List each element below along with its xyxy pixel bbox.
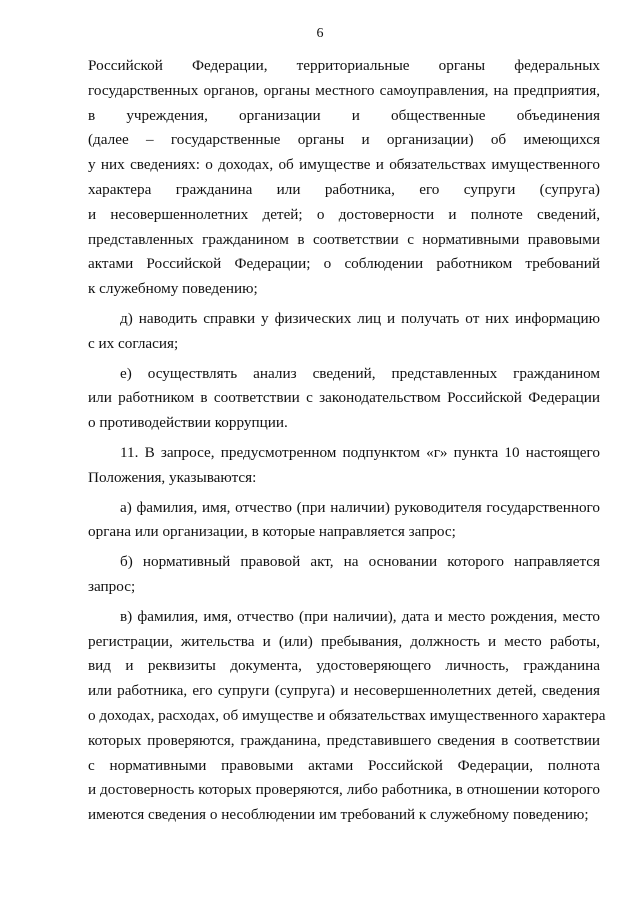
- document-body: [88, 54, 606, 833]
- text-line: актами Российской Федерации; о соблюдении работником требований: [88, 255, 600, 273]
- text-line: вид и реквизиты документа, удостоверяющего личность, гражданина: [88, 657, 600, 675]
- paragraph: [88, 362, 600, 436]
- paragraph: [88, 441, 600, 491]
- text-line: о противодействии коррупции.: [88, 414, 288, 432]
- text-line: с их согласия;: [88, 334, 179, 352]
- text-line: а) фамилия, имя, отчество (при наличии) руководителя государственного: [120, 498, 600, 516]
- text-line: органа или организации, в которые направляется запрос;: [88, 523, 456, 541]
- text-line: Положения, указываются:: [88, 468, 257, 486]
- text-line: 11. В запросе, предусмотренном подпунктом «г» пункта 10 настоящего: [120, 443, 600, 461]
- text-line: д) наводить справки у физических лиц и получать от них информацию: [120, 309, 600, 327]
- text-line: (далее – государственные органы и организации) об имеющихся: [88, 131, 600, 149]
- text-line: которых проверяются, гражданина, представившего сведения в соответствии: [88, 731, 600, 749]
- text-line: имеются сведения о несоблюдении им требований к служебному поведению;: [88, 806, 589, 824]
- text-line: запрос;: [88, 577, 136, 595]
- text-line: в) фамилия, имя, отчество (при наличии), дата и место рождения, место: [120, 607, 600, 625]
- text-line: и несовершеннолетних детей; о достоверности и полноте сведений,: [88, 205, 600, 223]
- paragraph: [88, 54, 600, 302]
- paragraph: [88, 605, 606, 828]
- paragraph: [88, 307, 600, 357]
- text-line: в учреждения, организации и общественные объединения: [88, 106, 600, 124]
- text-line: представленных гражданином в соответствии с нормативными правовыми: [88, 230, 600, 248]
- text-line: или работником в соответствии с законодательством Российской Федерации: [88, 389, 600, 407]
- text-line: Российской Федерации, территориальные органы федеральных: [88, 57, 600, 74]
- text-line: с нормативными правовыми актами Российской Федерации, полнота: [88, 756, 600, 774]
- text-line: к служебному поведению;: [88, 280, 258, 298]
- paragraph: [88, 496, 600, 546]
- text-line: о доходах, расходах, об имуществе и обязательствах имущественного характера: [88, 706, 606, 724]
- text-line: регистрации, жительства и (или) пребывания, должность и место работы,: [88, 632, 600, 650]
- text-line: у них сведениях: о доходах, об имуществе и обязательствах имущественного: [88, 156, 600, 174]
- text-line: государственных органов, органы местного самоуправления, на предприятия,: [88, 81, 600, 99]
- text-line: б) нормативный правовой акт, на основании которого направляется: [120, 553, 600, 571]
- paragraph: [88, 550, 600, 600]
- text-line: и достоверность которых проверяются, либо работника, в отношении которого: [88, 781, 600, 799]
- text-line: е) осуществлять анализ сведений, представленных гражданином: [120, 364, 600, 382]
- text-line: или работника, его супруги (супруга) и несовершеннолетних детей, сведения: [88, 682, 600, 700]
- text-line: характера гражданина или работника, его супруги (супруга): [88, 180, 600, 198]
- page-number: 6: [316, 26, 324, 41]
